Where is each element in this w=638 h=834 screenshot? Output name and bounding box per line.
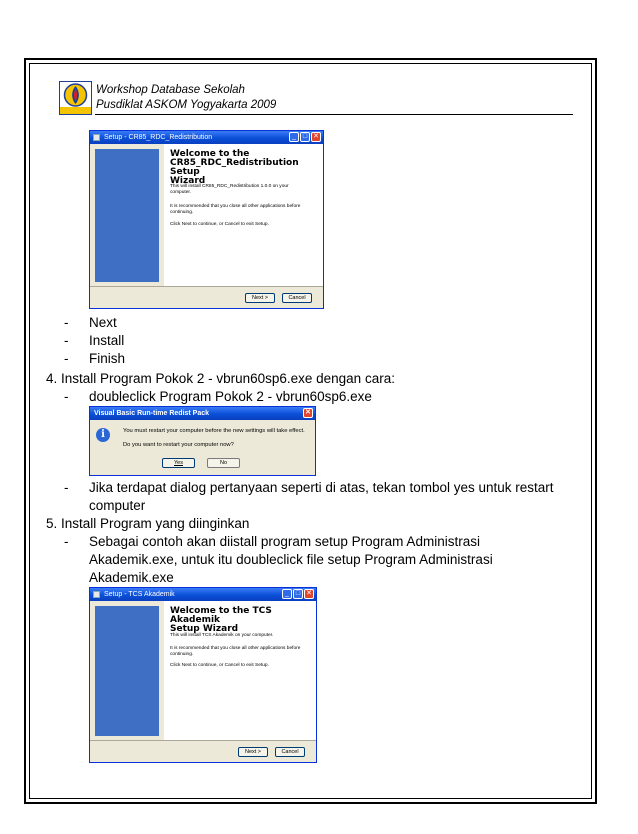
next-button[interactable]: Next > <box>238 747 268 757</box>
next-button[interactable]: Next > <box>245 293 275 303</box>
wizard-text-install: This will install TCS Akademik on your computer. <box>170 633 274 638</box>
cancel-button[interactable]: Cancel <box>282 293 312 303</box>
close-button[interactable]: ✕ <box>303 408 313 418</box>
item-4-heading: 4. Install Program Pokok 2 - vbrun60sp6.exe dengan cara: <box>46 371 395 386</box>
window-title: Setup - TCS Akademik <box>104 591 175 598</box>
header-subtitle: Pusdiklat ASKOM Yogyakarta 2009 <box>96 99 277 111</box>
setup-wizard-cr85 <box>89 130 324 309</box>
dialog-question: Do you want to restart your computer now? <box>123 442 234 448</box>
minimize-button[interactable]: _ <box>282 589 292 599</box>
maximize-button[interactable]: □ <box>293 589 303 599</box>
item-5-line-3: Akademik.exe <box>89 570 174 585</box>
window-titlebar <box>90 131 323 144</box>
bullet-dash: - <box>64 351 69 366</box>
wizard-content <box>90 144 323 287</box>
bullet-dash: - <box>64 315 69 330</box>
item-5-heading: 5. Install Program yang diinginkan <box>46 516 250 531</box>
item-5-line-1: Sebagai contoh akan diistall program setup Program Administrasi <box>89 534 480 549</box>
bullet-dash: - <box>64 534 69 549</box>
item-5-line-2: Akademik.exe, untuk itu doubleclick file setup Program Administrasi <box>89 552 493 567</box>
close-button[interactable]: ✕ <box>311 132 321 142</box>
note-line-1: Jika terdapat dialog pertanyaan seperti di atas, tekan tombol yes untuk restart <box>89 480 554 495</box>
setup-app-icon <box>93 134 100 141</box>
step-install: Install <box>89 333 125 348</box>
dialog-titlebar <box>90 407 315 420</box>
askom-logo <box>59 81 92 115</box>
info-icon: i <box>96 428 110 442</box>
header-title: Workshop Database Sekolah <box>96 84 245 96</box>
minimize-button[interactable]: _ <box>289 132 299 142</box>
wizard-text-recommend: It is recommended that you close all other applications before continuing. <box>170 646 301 657</box>
item-4-sub: doubleclick Program Pokok 2 - vbrun60sp6.exe <box>89 389 372 404</box>
wizard-side-image <box>95 606 159 736</box>
setup-wizard-tcs <box>89 587 317 763</box>
bullet-dash: - <box>64 480 69 495</box>
bullet-dash: - <box>64 389 69 404</box>
wizard-text-continue: Click Next to continue, or Cancel to exit Setup. <box>170 663 269 668</box>
yes-button[interactable]: Yes <box>162 458 195 468</box>
wizard-content <box>90 601 316 741</box>
header-rule <box>95 114 573 115</box>
wizard-text-continue: Click Next to continue, or Cancel to exit Setup. <box>170 222 269 227</box>
window-title: Setup - CR85_RDC_Redistribution <box>104 134 213 141</box>
wizard-side-panel <box>90 144 164 287</box>
wizard-welcome-title: Welcome to the TCS Akademik Setup Wizard <box>170 606 272 634</box>
cancel-button[interactable]: Cancel <box>275 747 305 757</box>
wizard-welcome-title: Welcome to the CR85_RDC_Redistribution Setup Wizard <box>170 149 299 186</box>
step-next: Next <box>89 315 117 330</box>
step-finish: Finish <box>89 351 126 366</box>
no-button[interactable]: No <box>207 458 240 468</box>
wizard-side-panel <box>90 601 164 741</box>
dialog-message: You must restart your computer before the new settings will take effect. <box>123 428 305 434</box>
wizard-text-recommend: It is recommended that you close all other applications before continuing. <box>170 204 301 215</box>
restart-dialog <box>89 406 316 476</box>
note-line-2: computer <box>89 498 146 513</box>
bullet-dash: - <box>64 333 69 348</box>
close-button[interactable]: ✕ <box>304 589 314 599</box>
setup-app-icon <box>93 591 100 598</box>
wizard-text-install: This will install CR85_RDC_Redistribution 1.0.0 on your computer. <box>170 184 289 195</box>
maximize-button[interactable]: □ <box>300 132 310 142</box>
wizard-separator <box>90 286 323 287</box>
wizard-side-image <box>95 149 159 282</box>
wizard-separator <box>90 740 316 741</box>
window-titlebar <box>90 588 316 601</box>
dialog-title: Visual Basic Run-time Redist Pack <box>94 410 210 417</box>
